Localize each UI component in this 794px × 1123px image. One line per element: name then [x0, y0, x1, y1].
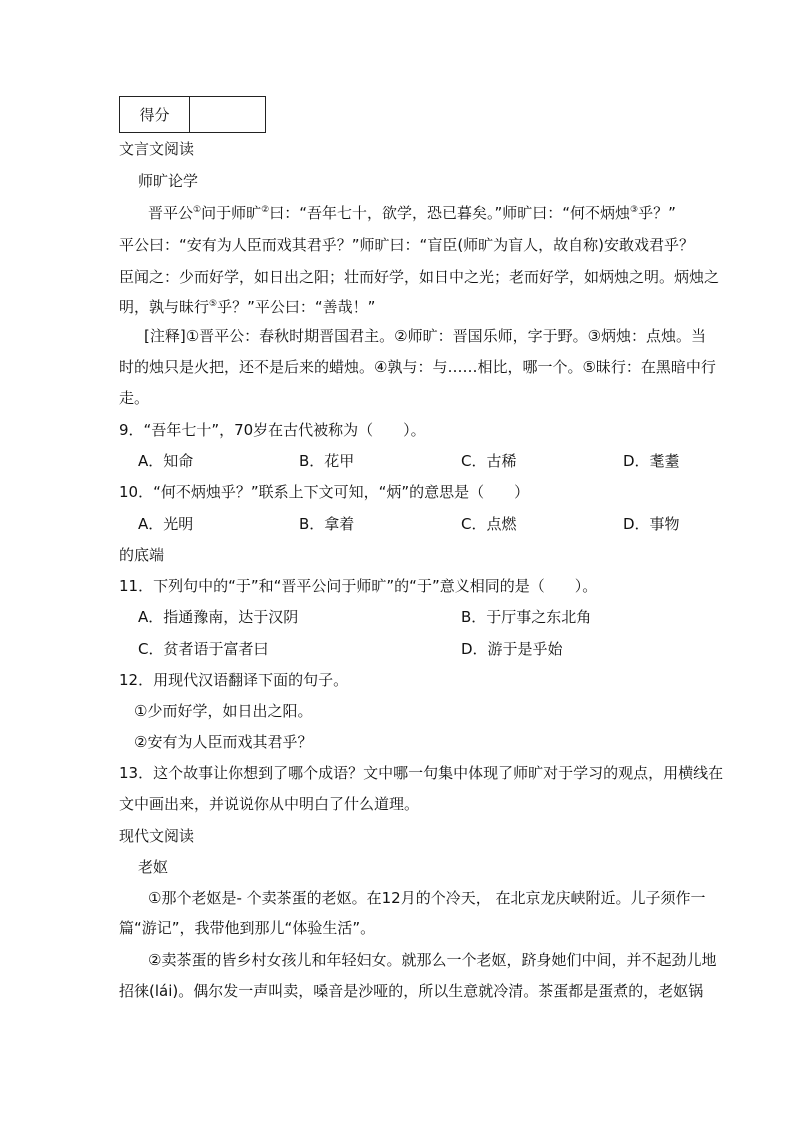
section-heading-classical: 文言文阅读 — [119, 140, 195, 158]
passage-line-1: 晋平公①问于师旷②曰：“吾年七十，欲学，恐已暮矣。”师旷曰：“何不炳烛③乎？” — [148, 204, 676, 222]
question-10-option-d-continued: 的底端 — [119, 546, 165, 564]
question-12-stem: 12．用现代汉语翻译下面的句子。 — [119, 671, 349, 689]
notes-line-3: 走。 — [119, 389, 150, 407]
notes-line-2: 时的烛只是火把，还不是后来的蜡烛。④孰与：与……相比，哪一个。⑤昧行：在黑暗中行 — [119, 358, 716, 376]
question-9-option-b: B．花甲 — [299, 452, 355, 470]
question-10-stem: 10．“何不炳烛乎？”联系上下文可知，“炳”的意思是（ ） — [119, 483, 530, 501]
question-13-line-2: 文中画出来，并说说你从中明白了什么道理。 — [119, 795, 420, 813]
question-11-stem: 11．下列句中的“于”和“晋平公问于师旷”的“于”意义相同的是（ ）。 — [119, 577, 598, 595]
question-12-item-2: ②安有为人臣而戏其君乎？ — [134, 733, 313, 751]
question-11-option-c: C．贫者语于富者曰 — [138, 640, 269, 658]
modern-paragraph-2-line-1: ②卖茶蛋的皆乡村女孩儿和年轻妇女。就那么一个老妪，跻身她们中间，并不起劲儿地 — [148, 951, 717, 969]
passage-line-4: 明，孰与昧行⑤乎？”平公曰：“善哉！” — [119, 298, 376, 316]
score-value-field[interactable] — [190, 97, 265, 132]
question-9-option-a: A．知命 — [138, 452, 194, 470]
question-9-stem: 9．“吾年七十”，70岁在古代被称为（ ）。 — [119, 421, 426, 439]
question-11-option-b: B．于厅事之东北角 — [461, 608, 592, 626]
modern-paragraph-1-line-2: 篇“游记”，我带他到那儿“体验生活”。 — [119, 919, 376, 937]
modern-paragraph-2-line-2: 招徕(lái)。偶尔发一声叫卖，嗓音是沙哑的，所以生意就冷清。茶蛋都是蛋煮的，老妪锅 — [119, 982, 704, 1000]
question-10-option-b: B．拿着 — [299, 515, 355, 533]
modern-passage-title: 老妪 — [138, 858, 169, 876]
question-11-option-a: A．指通豫南，达于汉阴 — [138, 608, 299, 626]
question-10-option-c: C．点燃 — [461, 515, 517, 533]
modern-paragraph-1-line-1: ①那个老妪是- 个卖茶蛋的老妪。在12月的个冷天， 在北京龙庆峡附近。儿子须作一 — [148, 889, 706, 907]
passage-line-2: 平公曰：“安有为人臣而戏其君乎？”师旷曰：“盲臣(师旷为盲人，故自称)安敢戏君乎？ — [119, 236, 695, 254]
question-11-option-d: D．游于是乎始 — [461, 640, 563, 658]
question-13-line-1: 13．这个故事让你想到了哪个成语？文中哪一句集中体现了师旷对于学习的观点，用横线在 — [119, 764, 724, 782]
section-heading-modern: 现代文阅读 — [119, 827, 195, 845]
notes-line-1: [注释]①晋平公：春秋时期晋国君主。②师旷：晋国乐师，字于野。③炳烛：点烛。当 — [144, 327, 707, 345]
question-12-item-1: ①少而好学，如日出之阳。 — [134, 702, 313, 720]
question-10-option-a: A．光明 — [138, 515, 194, 533]
question-9-option-c: C．古稀 — [461, 452, 517, 470]
question-10-option-d: D．事物 — [623, 515, 680, 533]
question-9-option-d: D．耄耋 — [623, 452, 680, 470]
score-label: 得分 — [120, 97, 190, 132]
score-box — [119, 96, 266, 133]
passage-title: 师旷论学 — [138, 172, 199, 190]
passage-line-3: 臣闻之：少而好学，如日出之阳；壮而好学，如日中之光；老而好学，如炳烛之明。炳烛之 — [119, 268, 720, 286]
